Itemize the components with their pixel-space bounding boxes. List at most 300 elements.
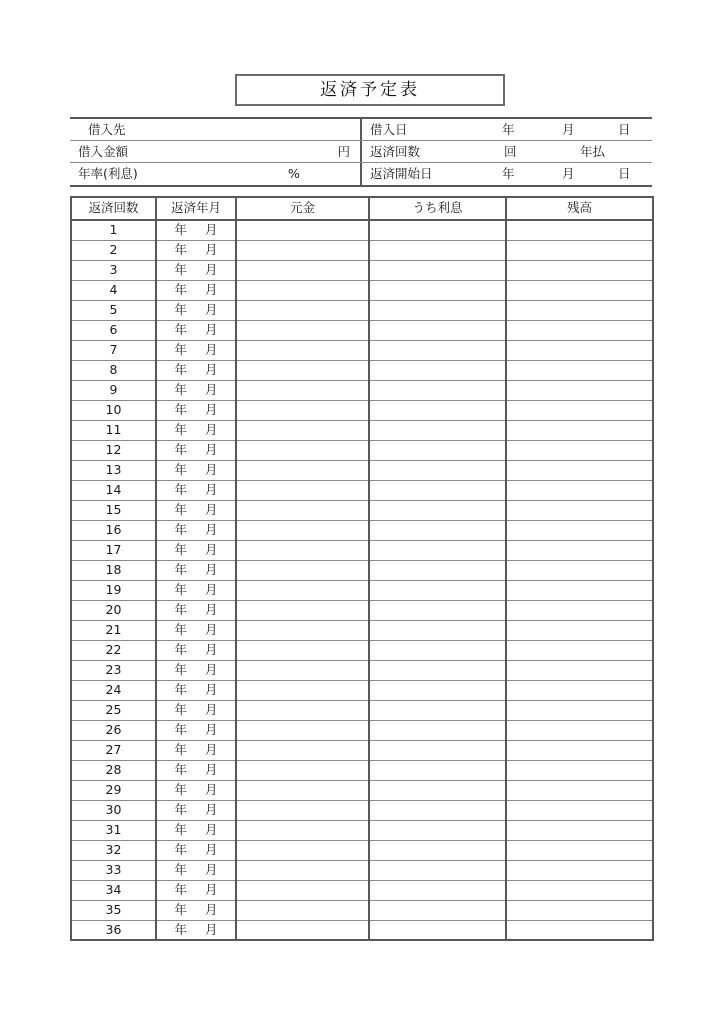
interest-cell[interactable] — [369, 740, 506, 760]
year-unit: 年 — [174, 641, 187, 657]
payment-no-cell: 22 — [71, 640, 156, 660]
payment-no-cell: 36 — [71, 920, 156, 940]
month-unit: 月 — [205, 721, 218, 737]
loan-info-section — [70, 117, 652, 187]
payment-no-cell: 18 — [71, 560, 156, 580]
month-unit: 月 — [205, 601, 218, 617]
loan-date-label: 借入日 — [370, 121, 408, 137]
balance-cell[interactable] — [506, 840, 653, 860]
balance-cell[interactable] — [506, 480, 653, 500]
table-row — [71, 800, 653, 820]
balance-cell[interactable] — [506, 540, 653, 560]
month-unit: 月 — [205, 861, 218, 877]
payment-no-cell: 9 — [71, 380, 156, 400]
payment-no-cell: 4 — [71, 280, 156, 300]
year-unit: 年 — [174, 341, 187, 357]
payment-date-cell[interactable] — [156, 840, 236, 860]
interest-cell[interactable] — [369, 480, 506, 500]
principal-cell[interactable] — [236, 440, 369, 460]
month-unit: 月 — [205, 881, 218, 897]
interest-cell[interactable] — [369, 400, 506, 420]
payment-date-cell[interactable] — [156, 300, 236, 320]
payment-no-cell: 2 — [71, 240, 156, 260]
loan-date-field[interactable] — [362, 119, 652, 140]
principal-cell[interactable] — [236, 680, 369, 700]
payment-no-cell: 13 — [71, 460, 156, 480]
payment-no-cell: 23 — [71, 660, 156, 680]
loan-amount-field[interactable] — [70, 141, 362, 162]
payment-date-cell[interactable] — [156, 640, 236, 660]
principal-cell[interactable] — [236, 220, 369, 240]
principal-cell[interactable] — [236, 260, 369, 280]
principal-cell[interactable] — [236, 280, 369, 300]
year-unit: 年 — [174, 261, 187, 277]
balance-cell[interactable] — [506, 680, 653, 700]
month-unit: 月 — [205, 741, 218, 757]
year-unit: 年 — [174, 761, 187, 777]
table-row — [71, 500, 653, 520]
month-unit: 月 — [205, 641, 218, 657]
balance-cell[interactable] — [506, 400, 653, 420]
payment-no-cell: 14 — [71, 480, 156, 500]
balance-cell[interactable] — [506, 880, 653, 900]
payment-date-cell[interactable] — [156, 880, 236, 900]
balance-cell[interactable] — [506, 440, 653, 460]
payment-date-cell[interactable] — [156, 480, 236, 500]
document-title-box — [235, 74, 505, 106]
principal-cell[interactable] — [236, 660, 369, 680]
payment-no-cell: 6 — [71, 320, 156, 340]
payment-date-cell[interactable] — [156, 340, 236, 360]
interest-cell[interactable] — [369, 660, 506, 680]
table-row — [71, 340, 653, 360]
year-unit: 年 — [174, 441, 187, 457]
interest-cell[interactable] — [369, 440, 506, 460]
interest-cell[interactable] — [369, 680, 506, 700]
year-unit: 年 — [174, 861, 187, 877]
table-row — [71, 720, 653, 740]
payment-date-cell[interactable] — [156, 620, 236, 640]
interest-cell[interactable] — [369, 280, 506, 300]
month-unit: 月 — [205, 421, 218, 437]
payment-no-cell: 21 — [71, 620, 156, 640]
payment-date-cell[interactable] — [156, 360, 236, 380]
interest-cell[interactable] — [369, 760, 506, 780]
interest-cell[interactable] — [369, 840, 506, 860]
info-row — [70, 141, 652, 163]
month-unit: 月 — [205, 281, 218, 297]
loan-date-day-unit: 日 — [618, 121, 631, 137]
payment-date-cell[interactable] — [156, 220, 236, 240]
interest-cell[interactable] — [369, 240, 506, 260]
balance-cell[interactable] — [506, 280, 653, 300]
principal-cell[interactable] — [236, 380, 369, 400]
year-unit: 年 — [174, 741, 187, 757]
principal-cell[interactable] — [236, 360, 369, 380]
month-unit: 月 — [205, 321, 218, 337]
balance-cell[interactable] — [506, 560, 653, 580]
year-unit: 年 — [174, 281, 187, 297]
payment-date-cell[interactable] — [156, 580, 236, 600]
principal-cell[interactable] — [236, 400, 369, 420]
balance-cell[interactable] — [506, 340, 653, 360]
interest-cell[interactable] — [369, 640, 506, 660]
interest-cell[interactable] — [369, 820, 506, 840]
year-unit: 年 — [174, 222, 187, 237]
column-header-interest: うち利息 — [369, 197, 506, 220]
payment-date-cell[interactable] — [156, 860, 236, 880]
principal-cell[interactable] — [236, 840, 369, 860]
interest-cell[interactable] — [369, 260, 506, 280]
principal-cell[interactable] — [236, 620, 369, 640]
repayment-count-label: 返済回数 — [370, 143, 421, 159]
balance-cell[interactable] — [506, 360, 653, 380]
principal-cell[interactable] — [236, 460, 369, 480]
loan-amount-label: 借入金額 — [78, 143, 129, 159]
table-row — [71, 680, 653, 700]
year-unit: 年 — [174, 781, 187, 797]
payment-date-cell[interactable] — [156, 560, 236, 580]
balance-cell[interactable] — [506, 580, 653, 600]
principal-cell[interactable] — [236, 320, 369, 340]
table-row — [71, 280, 653, 300]
year-unit: 年 — [174, 361, 187, 377]
principal-cell[interactable] — [236, 640, 369, 660]
payment-no-cell: 26 — [71, 720, 156, 740]
payment-date-cell[interactable] — [156, 680, 236, 700]
month-unit: 月 — [205, 621, 218, 637]
payment-no-cell: 7 — [71, 340, 156, 360]
table-row — [71, 320, 653, 340]
balance-cell[interactable] — [506, 380, 653, 400]
month-unit: 月 — [205, 501, 218, 517]
year-unit: 年 — [174, 921, 187, 937]
year-unit: 年 — [174, 381, 187, 397]
payment-date-cell[interactable] — [156, 800, 236, 820]
payment-no-cell: 29 — [71, 780, 156, 800]
balance-cell[interactable] — [506, 220, 653, 240]
principal-cell[interactable] — [236, 820, 369, 840]
page-title: 返済予定表 — [320, 79, 420, 100]
month-unit: 月 — [205, 222, 218, 237]
table-row — [71, 460, 653, 480]
table-row — [71, 580, 653, 600]
principal-cell[interactable] — [236, 580, 369, 600]
payment-date-cell[interactable] — [156, 240, 236, 260]
principal-cell[interactable] — [236, 240, 369, 260]
payment-date-cell[interactable] — [156, 440, 236, 460]
principal-cell[interactable] — [236, 560, 369, 580]
table-row — [71, 560, 653, 580]
balance-cell[interactable] — [506, 900, 653, 920]
start-date-day-unit: 日 — [618, 165, 631, 181]
interest-cell[interactable] — [369, 920, 506, 940]
table-row — [71, 400, 653, 420]
column-header-payment-date: 返済年月 — [156, 197, 236, 220]
interest-cell[interactable] — [369, 620, 506, 640]
payment-date-cell[interactable] — [156, 400, 236, 420]
payment-date-cell[interactable] — [156, 420, 236, 440]
year-unit: 年 — [174, 321, 187, 337]
balance-cell[interactable] — [506, 460, 653, 480]
year-unit: 年 — [174, 661, 187, 677]
payment-date-cell[interactable] — [156, 600, 236, 620]
balance-cell[interactable] — [506, 240, 653, 260]
payment-date-cell[interactable] — [156, 760, 236, 780]
payment-date-cell[interactable] — [156, 260, 236, 280]
payment-date-cell[interactable] — [156, 740, 236, 760]
info-row — [70, 163, 652, 185]
principal-cell[interactable] — [236, 520, 369, 540]
table-row — [71, 540, 653, 560]
balance-cell[interactable] — [506, 300, 653, 320]
interest-cell[interactable] — [369, 540, 506, 560]
table-row — [71, 520, 653, 540]
month-unit: 月 — [205, 701, 218, 717]
balance-cell[interactable] — [506, 800, 653, 820]
year-unit: 年 — [174, 541, 187, 557]
payment-no-cell: 12 — [71, 440, 156, 460]
principal-cell[interactable] — [236, 900, 369, 920]
column-header-payment-no: 返済回数 — [71, 197, 156, 220]
payment-no-cell: 31 — [71, 820, 156, 840]
table-row — [71, 900, 653, 920]
payment-no-cell: 1 — [71, 220, 156, 240]
interest-cell[interactable] — [369, 220, 506, 240]
payment-no-cell: 30 — [71, 800, 156, 820]
balance-cell[interactable] — [506, 760, 653, 780]
balance-cell[interactable] — [506, 920, 653, 940]
principal-cell[interactable] — [236, 340, 369, 360]
balance-cell[interactable] — [506, 620, 653, 640]
month-unit: 月 — [205, 521, 218, 537]
interest-cell[interactable] — [369, 320, 506, 340]
interest-cell[interactable] — [369, 300, 506, 320]
yen-unit: 円 — [337, 143, 350, 159]
balance-cell[interactable] — [506, 660, 653, 680]
lender-field[interactable] — [70, 119, 362, 140]
principal-cell[interactable] — [236, 300, 369, 320]
payment-no-cell: 17 — [71, 540, 156, 560]
year-unit: 年 — [174, 681, 187, 697]
year-unit: 年 — [174, 901, 187, 917]
year-unit: 年 — [174, 701, 187, 717]
principal-cell[interactable] — [236, 420, 369, 440]
interest-cell[interactable] — [369, 600, 506, 620]
payment-no-cell: 16 — [71, 520, 156, 540]
column-header-principal: 元金 — [236, 197, 369, 220]
balance-cell[interactable] — [506, 600, 653, 620]
year-unit: 年 — [174, 721, 187, 737]
payment-no-cell: 11 — [71, 420, 156, 440]
principal-cell[interactable] — [236, 880, 369, 900]
start-date-year-unit: 年 — [502, 165, 515, 181]
balance-cell[interactable] — [506, 720, 653, 740]
payment-no-cell: 15 — [71, 500, 156, 520]
interest-cell[interactable] — [369, 900, 506, 920]
interest-cell[interactable] — [369, 460, 506, 480]
percent-unit: % — [288, 165, 300, 181]
table-row — [71, 600, 653, 620]
column-header-balance: 残高 — [506, 197, 653, 220]
table-row — [71, 240, 653, 260]
interest-cell[interactable] — [369, 560, 506, 580]
payment-date-cell[interactable] — [156, 380, 236, 400]
month-unit: 月 — [205, 441, 218, 457]
table-row — [71, 620, 653, 640]
balance-cell[interactable] — [506, 320, 653, 340]
table-row — [71, 880, 653, 900]
principal-cell[interactable] — [236, 600, 369, 620]
repayment-schedule-table — [70, 196, 654, 941]
balance-cell[interactable] — [506, 700, 653, 720]
payment-date-cell[interactable] — [156, 320, 236, 340]
year-unit: 年 — [174, 601, 187, 617]
interest-cell[interactable] — [369, 420, 506, 440]
month-unit: 月 — [205, 681, 218, 697]
year-unit: 年 — [174, 501, 187, 517]
balance-cell[interactable] — [506, 640, 653, 660]
payment-no-cell: 24 — [71, 680, 156, 700]
interest-cell[interactable] — [369, 860, 506, 880]
year-unit: 年 — [174, 881, 187, 897]
month-unit: 月 — [205, 661, 218, 677]
payment-no-cell: 35 — [71, 900, 156, 920]
balance-cell[interactable] — [506, 820, 653, 840]
month-unit: 月 — [205, 841, 218, 857]
payment-no-cell: 34 — [71, 880, 156, 900]
interest-cell[interactable] — [369, 580, 506, 600]
payment-date-cell[interactable] — [156, 700, 236, 720]
month-unit: 月 — [205, 761, 218, 777]
repayment-start-date-label: 返済開始日 — [370, 165, 433, 181]
annual-rate-field[interactable] — [70, 163, 362, 185]
payment-date-cell[interactable] — [156, 720, 236, 740]
balance-cell[interactable] — [506, 740, 653, 760]
year-unit: 年 — [174, 841, 187, 857]
interest-cell[interactable] — [369, 780, 506, 800]
year-unit: 年 — [174, 801, 187, 817]
payment-no-cell: 25 — [71, 700, 156, 720]
balance-cell[interactable] — [506, 860, 653, 880]
table-row — [71, 220, 653, 240]
month-unit: 月 — [205, 461, 218, 477]
table-row — [71, 820, 653, 840]
payment-date-cell[interactable] — [156, 520, 236, 540]
month-unit: 月 — [205, 541, 218, 557]
principal-cell[interactable] — [236, 740, 369, 760]
table-row — [71, 840, 653, 860]
annual-payment-unit: 年払 — [580, 143, 606, 159]
principal-cell[interactable] — [236, 500, 369, 520]
interest-cell[interactable] — [369, 500, 506, 520]
table-row — [71, 700, 653, 720]
table-row — [71, 660, 653, 680]
loan-date-year-unit: 年 — [502, 121, 515, 137]
payment-no-cell: 10 — [71, 400, 156, 420]
principal-cell[interactable] — [236, 480, 369, 500]
principal-cell[interactable] — [236, 800, 369, 820]
repayment-start-date-field[interactable] — [362, 163, 652, 185]
payment-no-cell: 20 — [71, 600, 156, 620]
payment-date-cell[interactable] — [156, 280, 236, 300]
payment-no-cell: 28 — [71, 760, 156, 780]
interest-cell[interactable] — [369, 360, 506, 380]
lender-label: 借入先 — [88, 121, 126, 137]
payment-date-cell[interactable] — [156, 820, 236, 840]
interest-cell[interactable] — [369, 380, 506, 400]
month-unit: 月 — [205, 361, 218, 377]
balance-cell[interactable] — [506, 780, 653, 800]
loan-date-month-unit: 月 — [562, 121, 575, 137]
payment-no-cell: 33 — [71, 860, 156, 880]
payment-no-cell: 3 — [71, 260, 156, 280]
table-row — [71, 380, 653, 400]
year-unit: 年 — [174, 581, 187, 597]
month-unit: 月 — [205, 261, 218, 277]
interest-cell[interactable] — [369, 720, 506, 740]
balance-cell[interactable] — [506, 260, 653, 280]
principal-cell[interactable] — [236, 860, 369, 880]
year-unit: 年 — [174, 481, 187, 497]
balance-cell[interactable] — [506, 500, 653, 520]
principal-cell[interactable] — [236, 780, 369, 800]
payment-date-cell[interactable] — [156, 660, 236, 680]
table-row — [71, 780, 653, 800]
balance-cell[interactable] — [506, 420, 653, 440]
year-unit: 年 — [174, 301, 187, 317]
principal-cell[interactable] — [236, 700, 369, 720]
principal-cell[interactable] — [236, 760, 369, 780]
payment-date-cell[interactable] — [156, 780, 236, 800]
table-row — [71, 360, 653, 380]
month-unit: 月 — [205, 241, 218, 257]
annual-rate-label: 年率(利息) — [78, 165, 138, 181]
start-date-month-unit: 月 — [562, 165, 575, 181]
payment-date-cell[interactable] — [156, 900, 236, 920]
table-row — [71, 420, 653, 440]
interest-cell[interactable] — [369, 520, 506, 540]
repayment-count-field[interactable] — [362, 141, 652, 162]
table-row — [71, 480, 653, 500]
interest-cell[interactable] — [369, 880, 506, 900]
payment-date-cell[interactable] — [156, 540, 236, 560]
principal-cell[interactable] — [236, 920, 369, 940]
table-row — [71, 760, 653, 780]
year-unit: 年 — [174, 821, 187, 837]
principal-cell[interactable] — [236, 540, 369, 560]
payment-no-cell: 19 — [71, 580, 156, 600]
balance-cell[interactable] — [506, 520, 653, 540]
payment-no-cell: 32 — [71, 840, 156, 860]
month-unit: 月 — [205, 801, 218, 817]
payment-date-cell[interactable] — [156, 460, 236, 480]
month-unit: 月 — [205, 341, 218, 357]
interest-cell[interactable] — [369, 800, 506, 820]
repayment-count-unit: 回 — [504, 143, 517, 159]
table-row — [71, 920, 653, 940]
year-unit: 年 — [174, 461, 187, 477]
table-row — [71, 740, 653, 760]
payment-no-cell: 27 — [71, 740, 156, 760]
month-unit: 月 — [205, 581, 218, 597]
principal-cell[interactable] — [236, 720, 369, 740]
payment-date-cell[interactable] — [156, 920, 236, 940]
interest-cell[interactable] — [369, 700, 506, 720]
interest-cell[interactable] — [369, 340, 506, 360]
payment-date-cell[interactable] — [156, 500, 236, 520]
year-unit: 年 — [174, 521, 187, 537]
